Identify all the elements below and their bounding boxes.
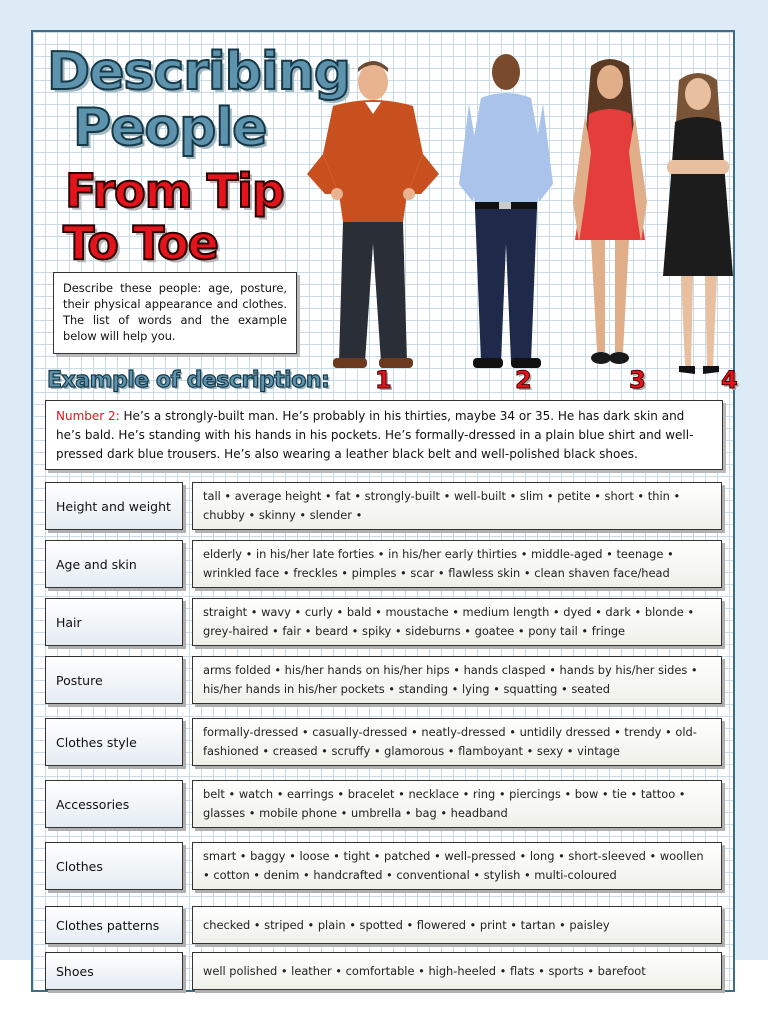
person-number-1: 1 (375, 366, 392, 394)
example-label: Number 2: (56, 409, 120, 423)
category-label: Age and skin (45, 540, 183, 588)
category-words: well polished • leather • comfortable • high-heeled • flats • sports • barefoot (192, 952, 722, 990)
example-text: He’s a strongly-built man. He’s probably in his thirties, maybe 34 or 35. He has dark skin and he’s bald. He’s standing with his hands in his pockets. He’s formally-dressed in a plain blue shirt and well-pressed dark blue trousers. He’s also wearing a leather black belt and well-polished black shoes. (56, 409, 694, 461)
person-4-image (655, 66, 741, 386)
category-label: Accessories (45, 780, 183, 828)
category-words: smart • baggy • loose • tight • patched • well-pressed • long • short-sleeved • woollen • cotton • denim • handcrafted • conventional • stylish • multi-coloured (192, 842, 722, 890)
instructions-box: Describe these people: age, posture, their physical appearance and clothes. The list of words and the example below will help you. (53, 272, 297, 354)
category-words: formally-dressed • casually-dressed • neatly-dressed • untidily dressed • trendy • old-fashioned • creased • scruffy • glamorous • flamboyant • sexy • vintage (192, 718, 722, 766)
category-words: arms folded • his/her hands on his/her hips • hands clasped • hands by his/her sides • his/her hands in his/her pockets • standing • lying • squatting • seated (192, 656, 722, 704)
example-description (45, 400, 723, 470)
title-line-1: Describing (47, 42, 350, 102)
category-label: Posture (45, 656, 183, 704)
person-1-image (303, 44, 443, 374)
category-words: checked • striped • plain • spotted • flowered • print • tartan • paisley (192, 906, 722, 944)
person-number-2: 2 (515, 366, 532, 394)
category-label: Shoes (45, 952, 183, 990)
worksheet (31, 30, 738, 992)
category-label: Clothes patterns (45, 906, 183, 944)
title-line-3: From Tip (65, 164, 284, 218)
category-label: Clothes style (45, 718, 183, 766)
person-3-image (565, 52, 655, 382)
category-words: straight • wavy • curly • bald • moustache • medium length • dyed • dark • blonde • grey-haired • fair • beard • spiky • sideburns • goatee • pony tail • fringe (192, 598, 722, 646)
person-2-image (451, 44, 561, 374)
category-words: tall • average height • fat • strongly-built • well-built • slim • petite • short • thin • chubby • skinny • slender • (192, 482, 722, 530)
person-number-4: 4 (721, 366, 738, 394)
category-words: elderly • in his/her late forties • in his/her early thirties • middle-aged • teenage • wrinkled face • freckles • pimples • scar • flawless skin • clean shaven face/head (192, 540, 722, 588)
category-words: belt • watch • earrings • bracelet • necklace • ring • piercings • bow • tie • tattoo • glasses • mobile phone • umbrella • bag • headband (192, 780, 722, 828)
example-heading: Example of description: (47, 368, 330, 393)
category-label: Clothes (45, 842, 183, 890)
category-label: Height and weight (45, 482, 183, 530)
person-number-3: 3 (629, 366, 646, 394)
category-label: Hair (45, 598, 183, 646)
people-illustration (303, 44, 738, 394)
title-line-2: People (73, 98, 267, 158)
title-line-4: To Toe (63, 216, 218, 270)
